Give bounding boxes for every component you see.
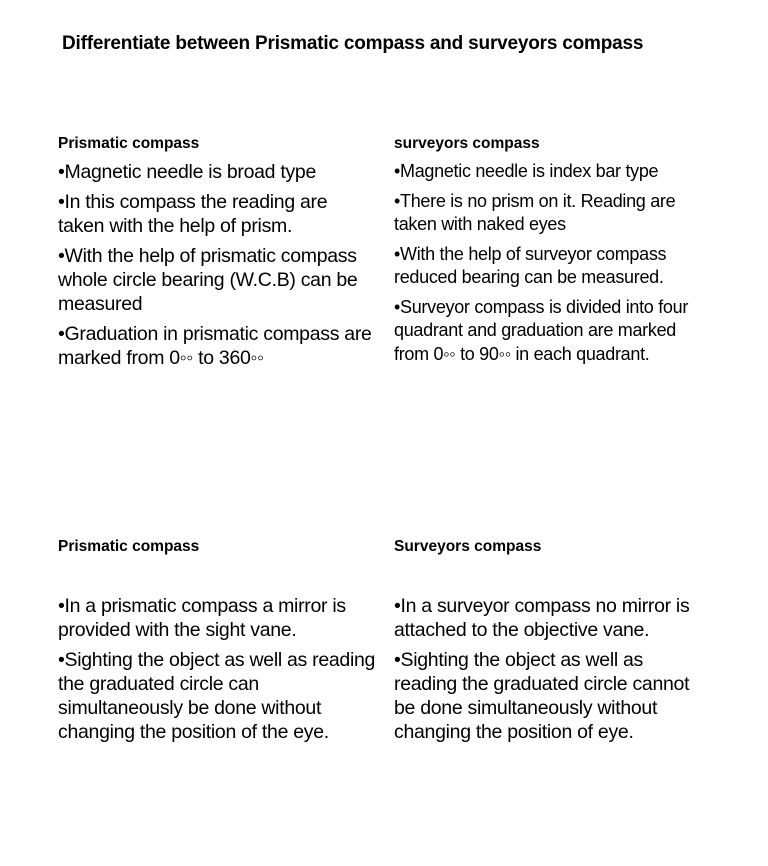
section1-left-heading: Prismatic compass <box>58 135 200 152</box>
list-item: •There is no prism on it. Reading are taken with naked eyes <box>394 190 676 234</box>
section2-right-heading: Surveyors compass <box>394 538 542 555</box>
list-item: •In a surveyor compass no mirror is attached to the objective vane. <box>394 595 690 641</box>
list-item: •Magnetic needle is broad type <box>58 161 316 183</box>
list-item: •Surveyor compass is divided into four quadrant and graduation are marked from 0◦◦ to 90◦◦ in each quadrant. <box>394 296 689 364</box>
section2-left-list <box>58 594 380 750</box>
list-item: •Sighting the object as well as reading the graduated circle can simultaneously be done without changing the position of the eye. <box>58 649 376 743</box>
section1-right-list <box>394 160 712 372</box>
list-item: •In a prismatic compass a mirror is provided with the sight vane. <box>58 595 346 641</box>
section1-right-heading: surveyors compass <box>394 135 540 152</box>
list-item: •Sighting the object as well as reading the graduated circle cannot be done simultaneously without changing the position of eye. <box>394 649 690 743</box>
list-item: •With the help of prismatic compass whole circle bearing (W.C.B) can be measured <box>58 245 358 315</box>
section2-left-heading: Prismatic compass <box>58 538 200 555</box>
list-item: •Magnetic needle is index bar type <box>394 161 659 181</box>
section2-right-list <box>394 594 704 750</box>
page-title: Differentiate between Prismatic compass and surveyors compass <box>62 33 644 54</box>
list-item: •In this compass the reading are taken with the help of prism. <box>58 191 328 237</box>
section1-left-list <box>58 160 376 376</box>
list-item: •Graduation in prismatic compass are marked from 0◦◦ to 360◦◦ <box>58 323 372 369</box>
list-item: •With the help of surveyor compass reduced bearing can be measured. <box>394 243 667 287</box>
